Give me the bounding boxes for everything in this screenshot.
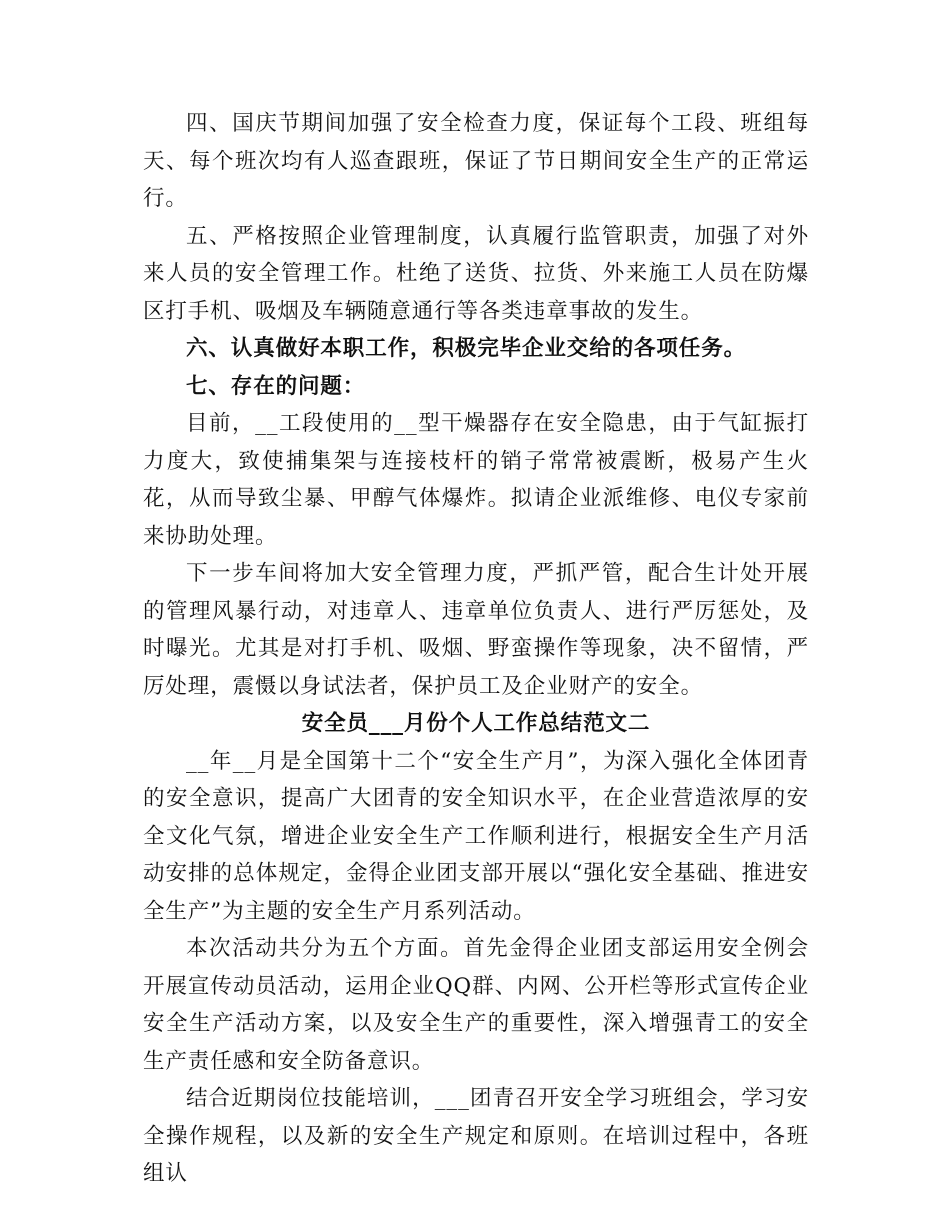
paragraph-activity-overview: 本次活动共分为五个方面。首先金得企业团支部运用安全例会开展宣传动员活动，运用企业QQ群、内网、公开栏等形式宣传企业安全生产活动方案，以及安全生产的重要性，深入增强青工的安全生产责任感和安全防备意识。: [143, 936, 809, 1074]
paragraph-training: 结合近期岗位技能培训，___团青召开安全学习班组会，学习安全操作规程，以及新的安全生产规定和原则。在培训过程中，各班组认: [143, 1086, 809, 1186]
paragraph-problem-detail: 目前，__工段使用的__型干燥器存在安全隐患，由于气缸振打力度大，致使捕集架与连接枝杆的销子常常被震断，极易产生火花，从而导致尘暴、甲醇气体爆炸。拟请企业派维修、电仪专家前来协助处理。: [143, 411, 809, 549]
paragraph-item-5: 五、严格按照企业管理制度，认真履行监管职责，加强了对外来人员的安全管理工作。杜绝了送货、拉货、外来施工人员在防爆区打手机、吸烟及车辆随意通行等各类违章事故的发生。: [143, 223, 809, 324]
paragraph-item-4: 四、国庆节期间加强了安全检查力度，保证每个工段、班组每天、每个班次均有人巡查跟班，保证了节日期间安全生产的正常运行。: [143, 111, 809, 211]
document-body: [143, 105, 809, 1193]
paragraph-item-7-bold: 七、存在的问题：: [186, 373, 366, 399]
paragraph-next-steps: 下一步车间将加大安全管理力度，严抓严管，配合生计处开展的管理风暴行动，对违章人、违章单位负责人、进行严厉惩处，及时曝光。尤其是对打手机、吸烟、野蛮操作等现象，决不留情，严厉处理，震慑以身试法者，保护员工及企业财产的安全。: [143, 561, 809, 699]
paragraph-safety-month: __年__月是全国第十二个“安全生产月”，为深入强化全体团青的安全意识，提高广大团青的安全知识水平，在企业营造浓厚的安全文化气氛，增进企业安全生产工作顺利进行，根据安全生产月活动安排的总体规定，金得企业团支部开展以“强化安全基础、推进安全生产”为主题的安全生产月系列活动。: [143, 748, 809, 924]
section-heading: 安全员___月份个人工作总结范文二: [301, 711, 651, 736]
paragraph-item-6-bold: 六、认真做好本职工作，积极完毕企业交给的各项任务。: [186, 336, 747, 361]
